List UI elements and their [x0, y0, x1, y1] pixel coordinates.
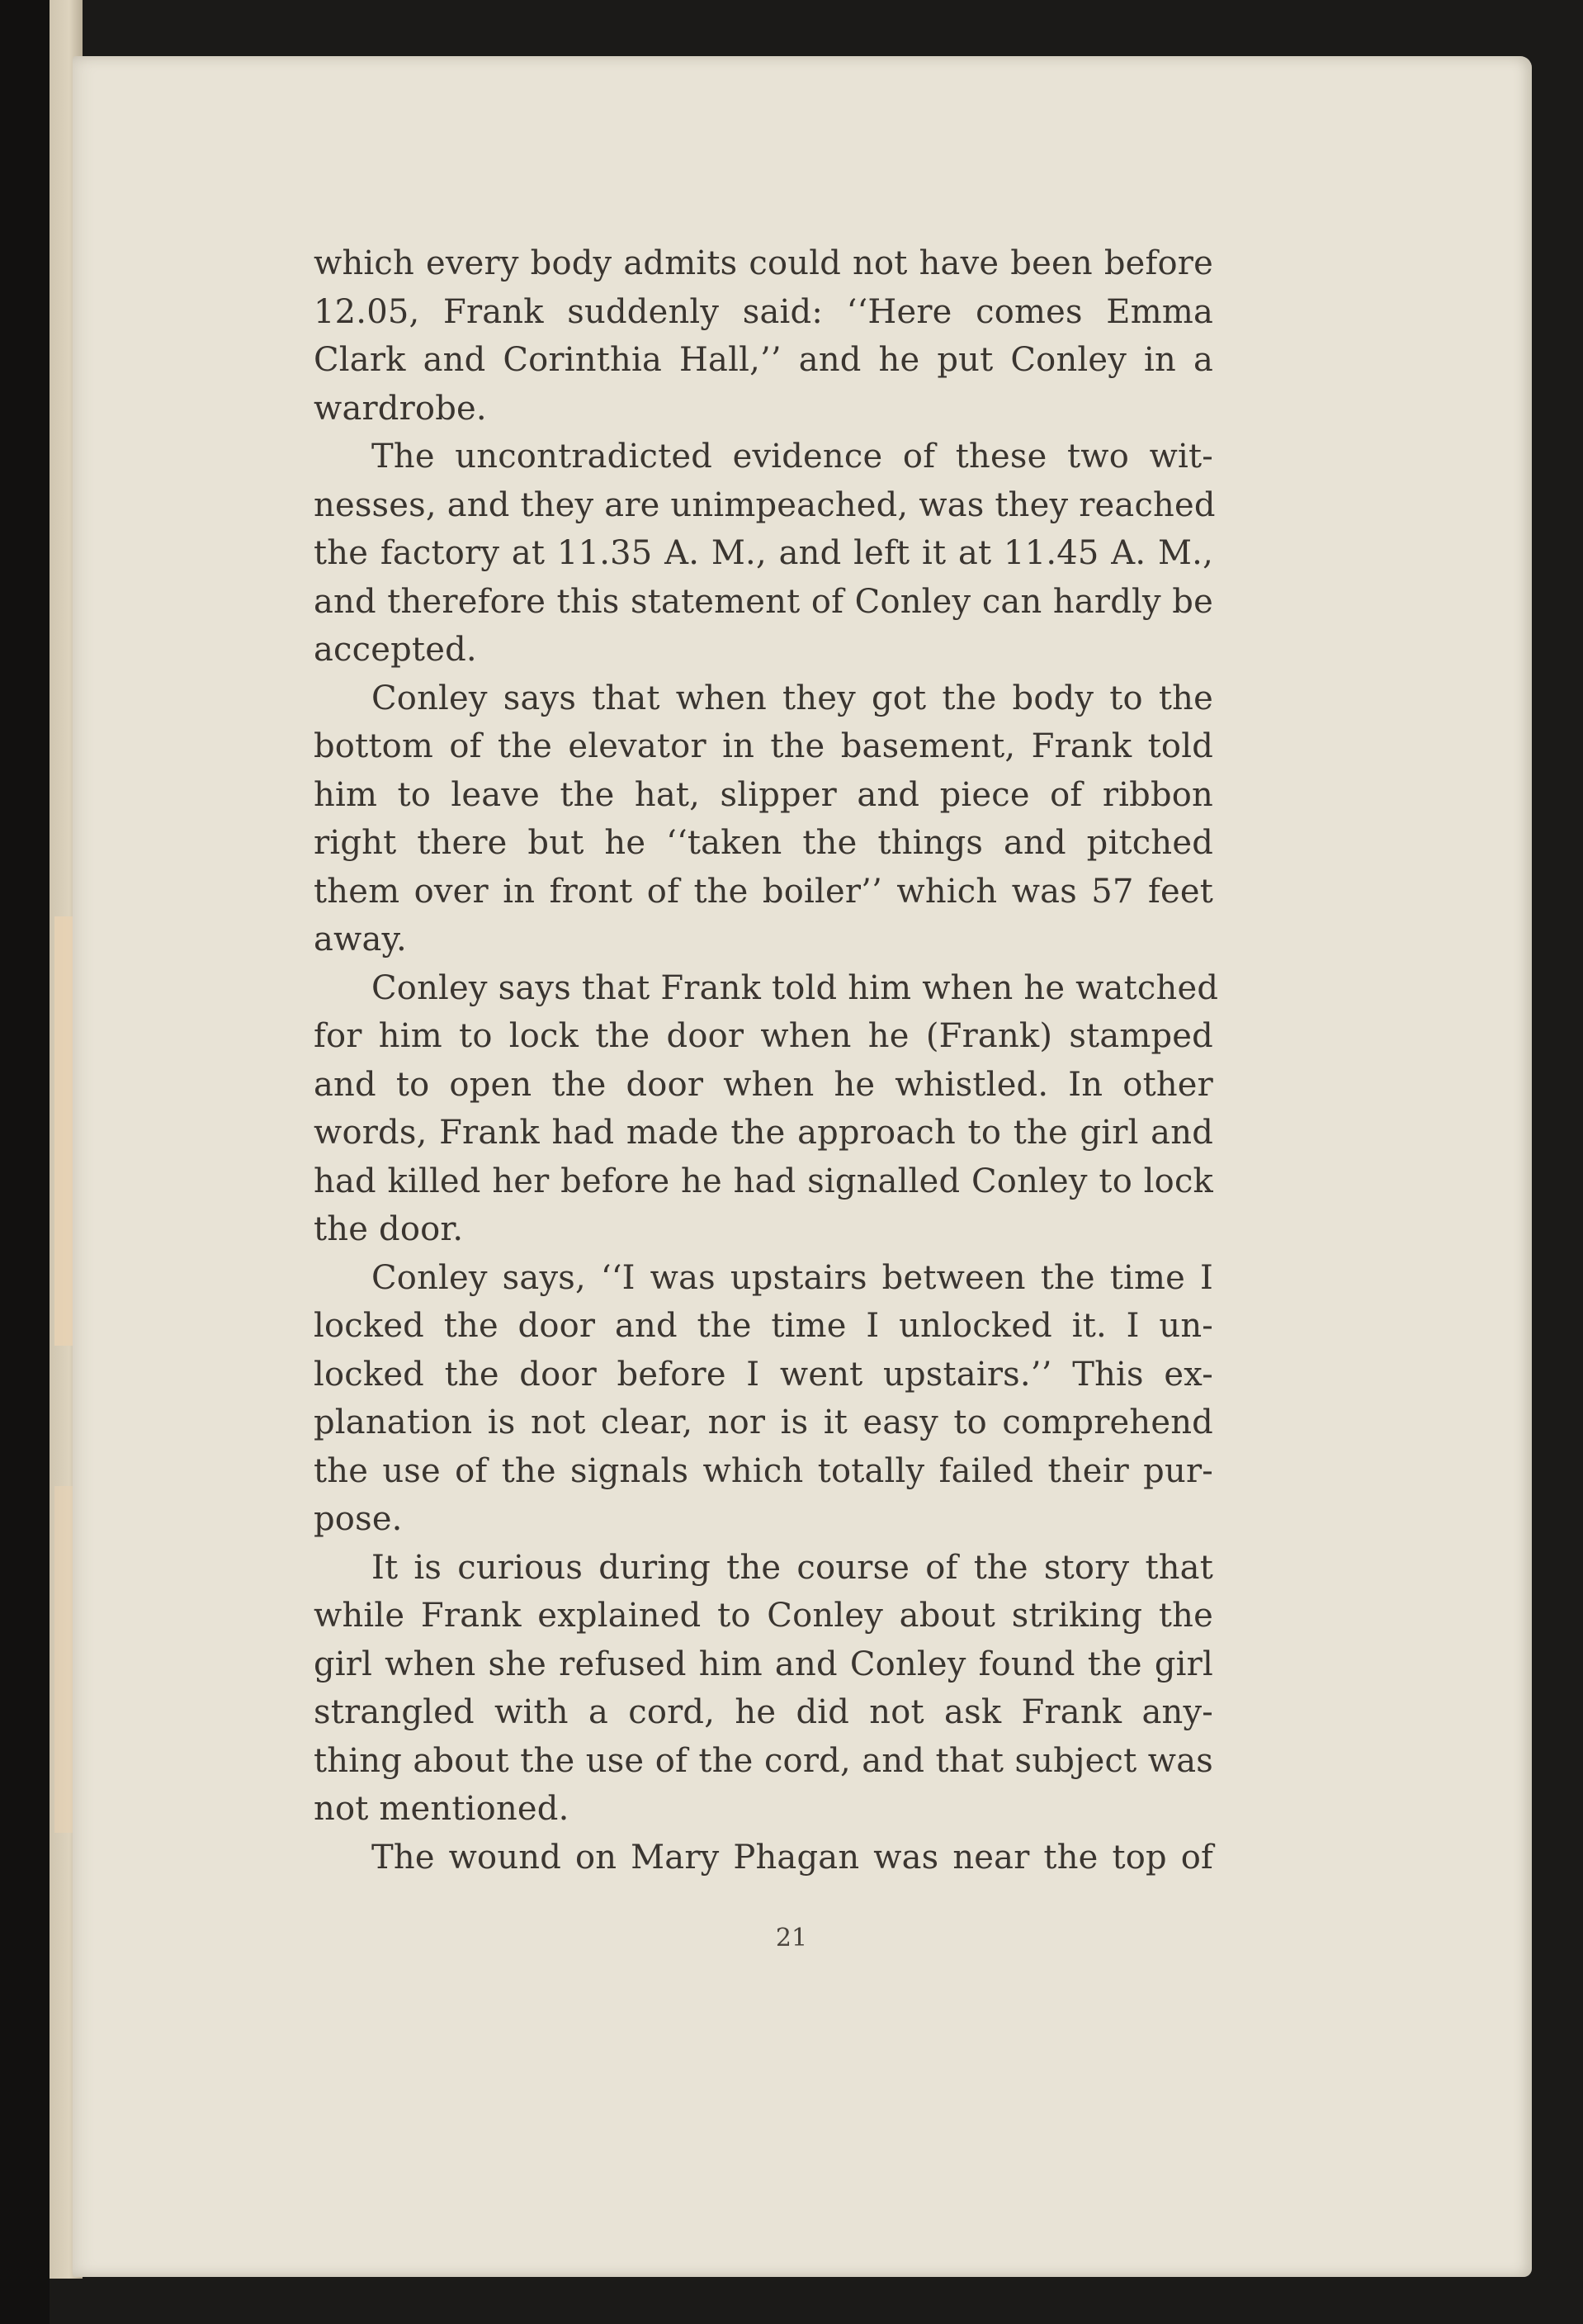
text-line: had killed her before he had signalled Conley to lock [314, 1162, 1213, 1200]
text-line: 12.05, Frank suddenly said: ‘‘Here comes Emma [314, 292, 1213, 331]
text-line: and therefore this statement of Conley can hardly be [314, 582, 1213, 621]
text-line: locked the door and the time I unlocked it. I un- [314, 1307, 1213, 1345]
text-line: bottom of the elevator in the basement, Frank told [314, 727, 1213, 765]
text-line: locked the door before I went upstairs.’’ This ex- [314, 1355, 1213, 1394]
text-line: strangled with a cord, he did not ask Frank any- [314, 1693, 1213, 1731]
text-line: wardrobe. [314, 389, 487, 428]
text-line: girl when she refused him and Conley found the girl [314, 1645, 1213, 1683]
text-line: nesses, and they are unimpeached, was they reached [314, 485, 1216, 524]
text-line: Conley says, ‘‘I was upstairs between the time I [371, 1258, 1213, 1297]
text-line: not mentioned. [314, 1790, 569, 1828]
text-line: thing about the use of the cord, and that subject was [314, 1741, 1213, 1780]
text-line: The wound on Mary Phagan was near the top of [371, 1838, 1213, 1877]
text-line: accepted. [314, 631, 477, 669]
text-line: which every body admits could not have been before [314, 244, 1213, 282]
text-line: them over in front of the boiler’’ which was 57 feet [314, 872, 1213, 911]
text-line: It is curious during the course of the story that [371, 1548, 1213, 1587]
text-line: him to leave the hat, slipper and piece of ribbon [314, 775, 1213, 814]
text-line: the use of the signals which totally failed their pur- [314, 1451, 1213, 1490]
text-line: planation is not clear, nor is it easy to comprehend [314, 1403, 1213, 1441]
book-gutter [0, 0, 50, 2324]
page-number: 21 [775, 1924, 808, 1952]
text-line: Conley says that when they got the body to the [371, 679, 1213, 717]
text-line: right there but he ‘‘taken the things and pitched [314, 824, 1213, 862]
text-line: words, Frank had made the approach to the girl and [314, 1114, 1213, 1152]
text-line: and to open the door when he whistled. In other [314, 1065, 1213, 1104]
text-line: Conley says that Frank told him when he watched [371, 968, 1219, 1007]
body-text [314, 239, 1219, 1881]
text-line: The uncontradicted evidence of these two wit- [371, 438, 1213, 476]
text-line: while Frank explained to Conley about striking the [314, 1597, 1213, 1635]
text-line: the factory at 11.35 A. M., and left it at 11.45 A. M., [314, 534, 1213, 572]
text-line: for him to lock the door when he (Frank) stamped [314, 1017, 1213, 1055]
text-line: pose. [314, 1500, 403, 1538]
text-line: the door. [314, 1210, 464, 1248]
text-line: Clark and Corinthia Hall,’’ and he put Conley in a [314, 341, 1213, 379]
text-line: away. [314, 921, 407, 958]
